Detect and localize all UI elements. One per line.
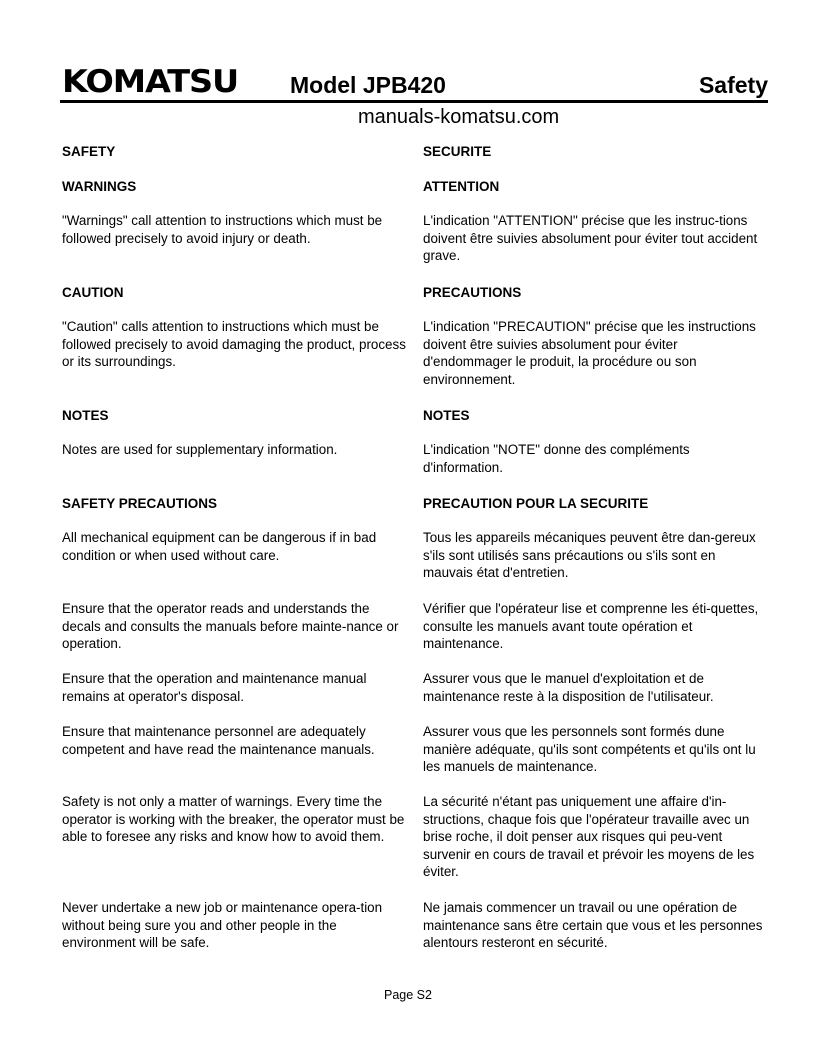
heading-notes: NOTES [62, 408, 109, 423]
paragraph: Vérifier que l'opérateur lise et comprenne les éti-quettes, consulte les manuels avant toute opération et maintenance. [423, 601, 759, 652]
paragraph: Ensure that the operation and maintenance manual remains at operator's disposal. [62, 671, 367, 704]
page-number: Page S2 [384, 988, 432, 1002]
paragraph: All mechanical equipment can be dangerous if in bad condition or when used without care. [62, 530, 377, 563]
heading-precaution-securite: PRECAUTION POUR LA SECURITE [423, 496, 649, 511]
site-watermark: manuals-komatsu.com [358, 106, 560, 128]
heading-attention: ATTENTION [423, 179, 500, 194]
heading-caution: CAUTION [62, 285, 124, 300]
paragraph: La sécurité n'étant pas uniquement une affaire d'in-structions, chaque fois que l'opérateur travaille avec un brise roche, il doit penser aux risques qui peu-vent survenir en cours de travail et prévoir les moyens de les éviter. [423, 794, 755, 880]
paragraph: Assurer vous que les personnels sont formés dune manière adéquate, qu'ils sont compétents et qu'ils ont lu les manuels de maintenance. [423, 724, 756, 775]
heading-notes-fr: NOTES [423, 408, 470, 423]
header-rule [60, 100, 768, 103]
paragraph: Ne jamais commencer un travail ou une opération de maintenance sans être certain que vous et les personnes alentours resteront en sécurité. [423, 900, 763, 951]
paragraph: Assurer vous que le manuel d'exploitation et de maintenance reste à la disposition de l'utilisateur. [423, 671, 714, 704]
paragraph: Never undertake a new job or maintenance opera-tion without being sure you and other people in the environment will be safe. [62, 900, 383, 951]
notes-text: Notes are used for supplementary information. [62, 442, 338, 457]
section-title: Safety [698, 72, 768, 98]
heading-warnings: WARNINGS [62, 179, 137, 194]
attention-text: L'indication "ATTENTION" précise que les instruc-tions doivent être suivies absolument pour éviter tout accident grave. [423, 213, 758, 264]
paragraph: Safety is not only a matter of warnings. Every time the operator is working with the breaker, the operator must be able to foresee any risks and know how to avoid them. [62, 794, 405, 845]
warnings-text: "Warnings" call attention to instructions which must be followed precisely to avoid injury or death. [62, 213, 383, 246]
heading-precautions: PRECAUTIONS [423, 285, 522, 300]
precautions-text: L'indication "PRECAUTION" précise que les instructions doivent être suivies absolument pour éviter d'endommager le produit, la procédure ou son environnement. [423, 319, 756, 387]
paragraph: Tous les appareils mécaniques peuvent être dan-gereux s'ils sont utilisés sans précautions ou s'ils sont en mauvais état d'entretien. [423, 530, 756, 581]
heading-securite: SECURITE [423, 144, 492, 159]
heading-safety-precautions: SAFETY PRECAUTIONS [62, 496, 218, 511]
komatsu-logo: KOMATSU [62, 64, 239, 100]
paragraph: Ensure that maintenance personnel are adequately competent and have read the maintenance manuals. [62, 724, 375, 757]
model-title: Model JPB420 [290, 72, 446, 98]
notes-text-fr: L'indication "NOTE" donne des compléments d'information. [423, 442, 690, 475]
heading-safety: SAFETY [62, 144, 116, 159]
paragraph: Ensure that the operator reads and understands the decals and consults the manuals before mainte-nance or operation. [62, 601, 399, 652]
caution-text: "Caution" calls attention to instructions which must be followed precisely to avoid damaging the product, process or its surroundings. [62, 319, 406, 370]
